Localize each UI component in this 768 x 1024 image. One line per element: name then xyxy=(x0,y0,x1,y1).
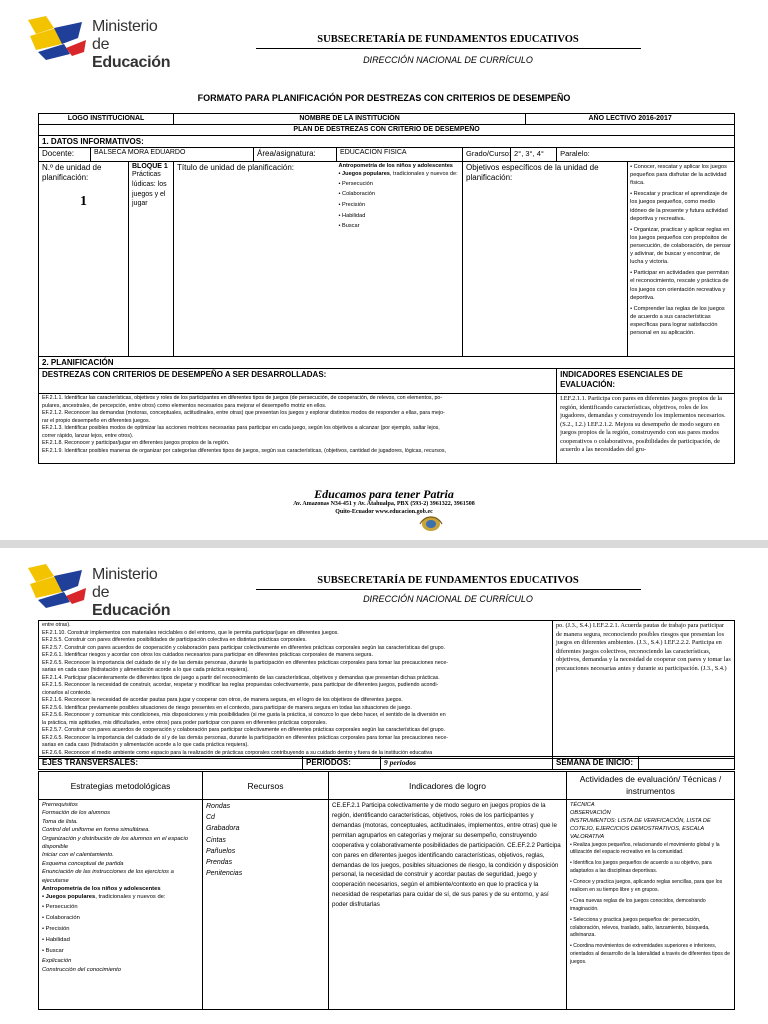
national-seal-icon xyxy=(418,514,444,534)
destrezas-p1-list xyxy=(42,395,553,455)
recurso-item: Cintas xyxy=(206,836,226,844)
actividades-header: Actividades de evaluación/ Técnicas / instrumentos xyxy=(567,772,735,800)
actividad-head-line: TÉCNICA xyxy=(570,802,595,808)
estrategia-line: Formación de los alumnos xyxy=(42,810,110,817)
plan-table-page1 xyxy=(38,113,735,464)
ejes-row-table xyxy=(38,756,735,770)
direccion-heading-2: DIRECCIÓN NACIONAL DE CURRÍCULO xyxy=(363,594,533,604)
plan-title-cell: PLAN DE DESTREZAS CON CRITERIO DE DESEMPEÑO xyxy=(39,125,735,136)
objetivo-item: • Comprender las reglas de los juegos de acuerdo a sus características específicas para lograr satisfacción personal en su aplicación. xyxy=(630,305,725,337)
actividades-cell xyxy=(567,800,735,1010)
actividad-head-line: INSTRUMENTOS: LISTA DE VERIFICACIÓN, LISTA DE COTEJO, EJERCICIOS DEMOSTRATIVOS, ESCALA VALORATIVA xyxy=(570,818,711,841)
actividad-head-line: OBSERVACIÓN xyxy=(570,810,611,817)
destreza-line: la práctica, mis aptitudes, mis dificultades, entre otros) para poder participar con pares en diferentes prácticas corporales. xyxy=(42,719,327,726)
estrategias-items xyxy=(42,902,199,957)
estrategia-line: Iniciar con el calentamiento. xyxy=(42,852,114,859)
destreza-line: entre otras). xyxy=(42,622,71,628)
antropo-item: • Precisión xyxy=(338,201,366,208)
estrategias-juegos: • Juegos populares, tradicionales y nuevos de: xyxy=(42,894,166,901)
destreza-line: EF.2.6.5. Reconocer la importancia del cuidado de sí y de las demás personas, durante la participación en diferentes prácticas corporales para tomar las precauciones nece- xyxy=(42,734,449,741)
estrategias-list xyxy=(42,801,199,885)
bloque-cell xyxy=(129,162,174,357)
logo-text-ministerio: Ministerio xyxy=(92,18,158,35)
destreza-line: EF.2.1.4. Participar placenteramente de diferentes tipos de juego a partir del reconocimiento de las características, objetivos y demandas que presentan dichas prácticas. xyxy=(42,674,440,681)
antropo-item: • Colaboración xyxy=(338,191,376,198)
actividad-item: • Identifica los juegos pequeños de acuerdo a su objetivo, para adaptarlos a las disciplinas deportivas. xyxy=(570,860,712,875)
destreza-line: correr rápido, lanzar lejos, entre otros). xyxy=(42,432,134,439)
planificacion-heading: 2. PLANIFICACIÓN xyxy=(39,357,735,369)
destreza-line: EF.2.1.6. Reconocer la necesidad de acordar pautas para jugar y cooperar con otros, de manera segura, en el logro de los objetivos de diferentes juegos. xyxy=(42,697,403,704)
actividades-list xyxy=(570,842,731,967)
anio-lectivo-cell: AÑO LECTIVO 2016-2017 xyxy=(526,114,735,125)
recurso-item: Cd xyxy=(206,814,215,822)
recurso-item: Penitencias xyxy=(206,870,243,878)
flag-wing-icon xyxy=(26,14,88,64)
area-label: Área/asignatura: xyxy=(254,148,337,162)
destreza-line: EF.2.1.2. Reconocer las demandas (motoras, conceptuales, actitudinales, entre otras) que presentan los juegos y explorar distintos modos de responder a ellas, para mejo- xyxy=(42,410,445,417)
estrategia-item: • Habilidad xyxy=(42,936,70,943)
indicadores-p1-cell: I.EF.2.1.1. Participa con pares en diferentes juegos propios de la región, identificando características, objetivos, roles de los jugadores, demandas y construyendo los implementos necesarios. (S.2., I.2.) I.EF.2.1.2. Mejora su desempeño de modo seguro en juegos propios de la región, construyendo con sus pares modos cooperativos o colaborativos, posibilidades de participación, de acuerdo a las necesidades del gru- xyxy=(557,394,735,464)
estrategia-item: • Precisión xyxy=(42,925,70,932)
grado-label: Grado/Curso: xyxy=(463,148,511,162)
antropo-item: • Persecución xyxy=(338,180,373,187)
actividad-item: • Coordina movimientos de extremidades superiores e inferiores, orientados al desarrollo de la lateralidad a través de diferentes tipos de juegos. xyxy=(570,943,730,966)
recurso-item: Pañuelos xyxy=(206,847,236,855)
docente-value: BALSECA MORA EDUARDO xyxy=(91,148,254,162)
estrategia-line: Organización y distribución de los alumnos en el espacio disponible xyxy=(42,835,188,850)
estrategia-item: • Persecución xyxy=(42,903,78,910)
estrategia-line: Enunciación de las instrucciones de los ejercicios a ejecutarse xyxy=(42,869,174,884)
unidad-label: N.º de unidad de planificación: xyxy=(42,163,102,183)
destreza-line: cionarlos al contexto. xyxy=(42,689,92,696)
destreza-line: EF.2.5.7. Construir con pares acuerdos de cooperación y colaboración para participar colectivamente en diferentes prácticas corporales según las características del grupo. xyxy=(42,644,446,651)
page-2 xyxy=(0,548,768,1024)
destreza-line: sarias en cada caso (hidratación y alimentación acorde a lo que cada práctica requiera). xyxy=(42,742,249,749)
semana-value xyxy=(639,757,735,770)
estrategia-tail-line: Explicación xyxy=(42,957,72,964)
destreza-line: EF.2.5.7. Construir con pares acuerdos de cooperación y colaboración para participar colectivamente en diferentes prácticas corporales según las características del grupo. xyxy=(42,727,446,734)
actividad-item: • Selecciona y practica juegos pequeños de: persecución, colaboración, relevos, traslado, salto, lanzamiento, búsqueda, adivinanza. xyxy=(570,916,710,939)
subsecretaria-heading-2: SUBSECRETARÍA DE FUNDAMENTOS EDUCATIVOS xyxy=(317,575,579,586)
footer-lema: Educamos para tener Patria xyxy=(314,487,454,501)
destreza-line: EF.2.1.5. Reconocer la necesidad de construir, acordar, respetar y modificar las reglas propuestas colectivamente, para participar de diferentes juegos, pudiendo acondi- xyxy=(42,682,439,689)
unidad-number: 1 xyxy=(80,193,87,209)
recursos-header: Recursos xyxy=(203,772,329,800)
estrategias-header: Estrategias metodológicas xyxy=(39,772,203,800)
destreza-line: pulares, ancestrales, de percepción, entre otros) como elementos necesarios para mejorar el desempeño motriz en ellos. xyxy=(42,402,327,409)
destreza-line: EF.2.1.8. Reconocer y participar/jugar en diferentes juegos propios de la región. xyxy=(42,440,230,447)
page-separator xyxy=(0,540,768,548)
direccion-heading: DIRECCIÓN NACIONAL DE CURRÍCULO xyxy=(363,55,533,65)
objetivos-list xyxy=(630,163,732,337)
antropo-item: • Habilidad xyxy=(338,212,366,219)
objetivo-item: • Rescatar y practicar el aprendizaje de los juegos pequeños, como medio idóneo de la presente y futura actividad deportiva y recreativa. xyxy=(630,191,728,222)
paralelo-label: Paralelo: xyxy=(557,148,735,162)
actividad-item: • Conoce y practica juegos, aplicando reglas sencillas, para que los realicen en su tiempo libre y en grupos. xyxy=(570,879,723,893)
bloque-text: Prácticas lúdicas: los juegos y el jugar xyxy=(132,171,167,208)
grado-value: 2°, 3°, 4° xyxy=(511,148,557,162)
indicadores-logro-header: Indicadores de logro xyxy=(329,772,567,800)
estrategia-line: Prerrequisitos xyxy=(42,802,78,808)
logo-text-educacion-2: de Educación xyxy=(92,584,171,619)
antropo-juegos: • Juegos populares, tradicionales y nuevos de: xyxy=(338,170,458,177)
destrezas-p1-cell xyxy=(39,394,557,464)
indicadores-p2-cell: po. (J.3., S.4.) I.EF.2.2.1. Acuerda pautas de trabajo para participar de manera segura, reconociendo posibles riesgos que presentan los juegos en diferentes ambientes. (J.3., S.4.) I.EF.2.2.2. Participa en diferentes juegos colectivos, reconociendo las características, objetivos, demandas y la necesidad de cooperar con pares y tomar las precauciones necesarias antes y durante su participación. (J.3., S.4.) xyxy=(553,621,735,759)
estrategia-line: Esquema conceptual de partida xyxy=(42,860,124,867)
bloque-title: BLOQUE 1 xyxy=(132,163,168,170)
objetivos-label: Objetivos específicos de la unidad de planificación: xyxy=(463,162,628,357)
estrategia-line: Control del uniforme en forma simultánea. xyxy=(42,827,150,834)
destreza-line: EF.2.6.6. Reconocer el medio ambiente como espacio para la realización de prácticas corporales contribuyendo a su cuidado dentro y fuera de la institución educativa xyxy=(42,749,433,756)
ejes-label: EJES TRANSVERSALES: xyxy=(39,757,303,770)
antropo-item: • Buscar xyxy=(338,223,360,230)
recurso-item: Rondas xyxy=(206,803,231,810)
destreza-line: EF.2.1.1. Identificar las características, objetivos y roles de los participantes en diferentes tipos de juegos (de persecución, de cooperación, de relevos, con elementos, po- xyxy=(42,395,443,401)
antropo-cell xyxy=(337,162,463,357)
ministerio-logo-2 xyxy=(26,562,186,619)
actividad-item: • Crea nuevas reglas de los juegos conocidos, demostrando imaginación. xyxy=(570,897,706,912)
objetivos-cell xyxy=(628,162,735,357)
estrategia-tail-line: Construcción del conocimiento xyxy=(42,966,121,973)
actividad-item: • Realiza juegos pequeños, relacionando el movimiento global y la utilización del espacio recreativo en la comunidad. xyxy=(570,841,720,856)
unidad-cell xyxy=(39,162,129,357)
destreza-line: sarias en cada caso (hidratación y alimentación acorde a lo que cada práctica requiera). xyxy=(42,667,249,674)
logo-institucional-cell: LOGO INSTITUCIONAL xyxy=(39,114,174,125)
destreza-line: EF.2.5.5. Construir con pares diferentes posibilidades de participación colectiva en distintas prácticas corporales. xyxy=(42,637,307,644)
destrezas-p2-cell xyxy=(39,621,553,759)
destreza-line: EF.2.1.9. Identificar posibles maneras de organizar por categorías diferentes tipos de juegos, según sus características, (objetivos, cantidad de jugadores, lógicas, recursos, xyxy=(42,447,446,454)
indicadores-header: INDICADORES ESENCIALES DE EVALUACIÓN: xyxy=(557,369,735,394)
estrategias-tail xyxy=(42,957,199,976)
docente-label: Docente: xyxy=(39,148,91,162)
recursos-list xyxy=(206,801,325,879)
estrategia-item: • Buscar xyxy=(42,947,64,954)
objetivo-item: • Organizar, practicar y aplicar reglas en los juegos pequeños con propósitos de persecución, de colaboración, de pensar y adivinar, de buscar y encontrar, de lucha y victoria. xyxy=(630,226,731,266)
antropo-list xyxy=(339,179,460,232)
destreza-line: EF.2.5.6. Reconocer y comunicar mis condiciones, mis disposiciones y mis posibilidades (si me gusta la práctica, si conozco lo que debo hacer, el sentido de la diversión en xyxy=(42,712,446,719)
nombre-institucion-cell: NOMBRE DE LA INSTITUCIÓN xyxy=(174,114,526,125)
estrategias-antropo: Antropometría de los niños y adolescentes xyxy=(42,885,161,892)
titulo-unidad-label: Título de unidad de planificación: xyxy=(174,162,337,357)
destreza-line: EF.2.5.6. Identificar previamente posibles situaciones de riesgo presentes en el contexto, para participar de manera segura en todas las situaciones de juego. xyxy=(42,704,412,711)
destrezas-p2-list xyxy=(42,622,549,757)
recurso-item: Prendas xyxy=(206,858,233,866)
recursos-cell xyxy=(203,800,329,1010)
indicadores-logro-cell: CE.EF.2.1 Participa colectivamente y de modo seguro en juegos propios de la región, identificando características, objetivos, roles de los participantes y demandas (motoras, conceptuales, actitudinales, implementos, entre otras) que le permitan agruparlos en categorías y mejorar su desempeño, construyendo cooperativa y colaborativamente posibilidades de participación. CE.EF.2.2 Participa con pares en diferentes juegos identificando características, objetivos, reglas, demandas de los juegos, posibles situaciones de riesgo, la condición y disposición personal, la necesidad de construir y acordar pautas de seguridad, juego y cooperación necesarios, según el ambiente/contexto en que lo practica y la necesidad de respetarlas para cuidar de sí, de sus pares y de su entorno, y así poder disfrutarlas xyxy=(329,800,567,1010)
datos-informativos: 1. DATOS INFORMATIVOS: xyxy=(39,136,735,148)
periodos-label: PERIODOS: xyxy=(303,757,381,770)
antropo-title: Antropometría de los niños y adolescentes xyxy=(338,163,453,169)
document-title: FORMATO PARA PLANIFICACIÓN POR DESTREZAS CON CRITERIOS DE DESEMPEÑO xyxy=(197,93,571,103)
footer-direccion: Av. Amazonas N34-451 y Av. Atahualpa, PBX (593-2) 3961322, 3961508 xyxy=(293,501,475,507)
header-rule-2 xyxy=(256,589,641,590)
footer-ciudad: Quito-Ecuador www.educacion.gob.ec xyxy=(335,509,433,515)
flag-wing-icon-2 xyxy=(26,562,88,612)
area-value: EDUCACION FISICA xyxy=(337,148,463,162)
strategy-table xyxy=(38,771,735,1010)
semana-label: SEMANA DE INICIO: xyxy=(553,757,639,770)
destrezas-table-page2 xyxy=(38,620,735,759)
recurso-item: Grabadora xyxy=(206,825,240,833)
destreza-line: EF.2.6.1. Identificar riesgos y acordar con otros los cuidados necesarios para participar en diferentes prácticas corporales de manera segura. xyxy=(42,652,373,659)
destreza-line: EF.2.6.5. Reconocer la importancia del cuidado de sí y de las demás personas, durante la participación en diferentes prácticas corporales para tomar las precauciones nece- xyxy=(42,659,449,666)
objetivo-item: • Conocer, rescatar y aplicar los juegos pequeños para disfrutar de la actividad física. xyxy=(630,164,727,187)
logo-text-ministerio-2: Ministerio xyxy=(92,566,158,583)
periodos-value: 9 periodos xyxy=(381,757,553,770)
estrategias-cell xyxy=(39,800,203,1010)
estrategia-line: Toma de lista. xyxy=(42,818,78,825)
destreza-line: EF.2.1.3. Identificar posibles modos de optimizar las acciones motrices necesarias para participar en cada juego, según los objetivos a alcanzar (por ejemplo, saltar lejos, xyxy=(42,425,440,432)
logo-text-educacion: de Educación xyxy=(92,36,171,71)
header-rule xyxy=(256,48,641,49)
ministerio-logo xyxy=(26,14,186,71)
objetivo-item: • Participar en actividades que permitan el reconocimiento, rescate y práctica de los juegos con orientación recreativa y deportiva. xyxy=(630,270,729,301)
destreza-line: rar el propio desempeño en diferentes juegos. xyxy=(42,417,151,424)
destrezas-header: DESTREZAS CON CRITERIOS DE DESEMPEÑO A SER DESARROLLADAS: xyxy=(39,369,557,394)
destreza-line: EF.2.1.10. Construir implementos con materiales reciclables o del entorno, que le permita participar/jugar en diferentes juegos. xyxy=(42,629,339,636)
actividades-head xyxy=(570,801,731,842)
estrategia-item: • Colaboración xyxy=(42,914,80,921)
subsecretaria-heading: SUBSECRETARÍA DE FUNDAMENTOS EDUCATIVOS xyxy=(317,34,579,45)
